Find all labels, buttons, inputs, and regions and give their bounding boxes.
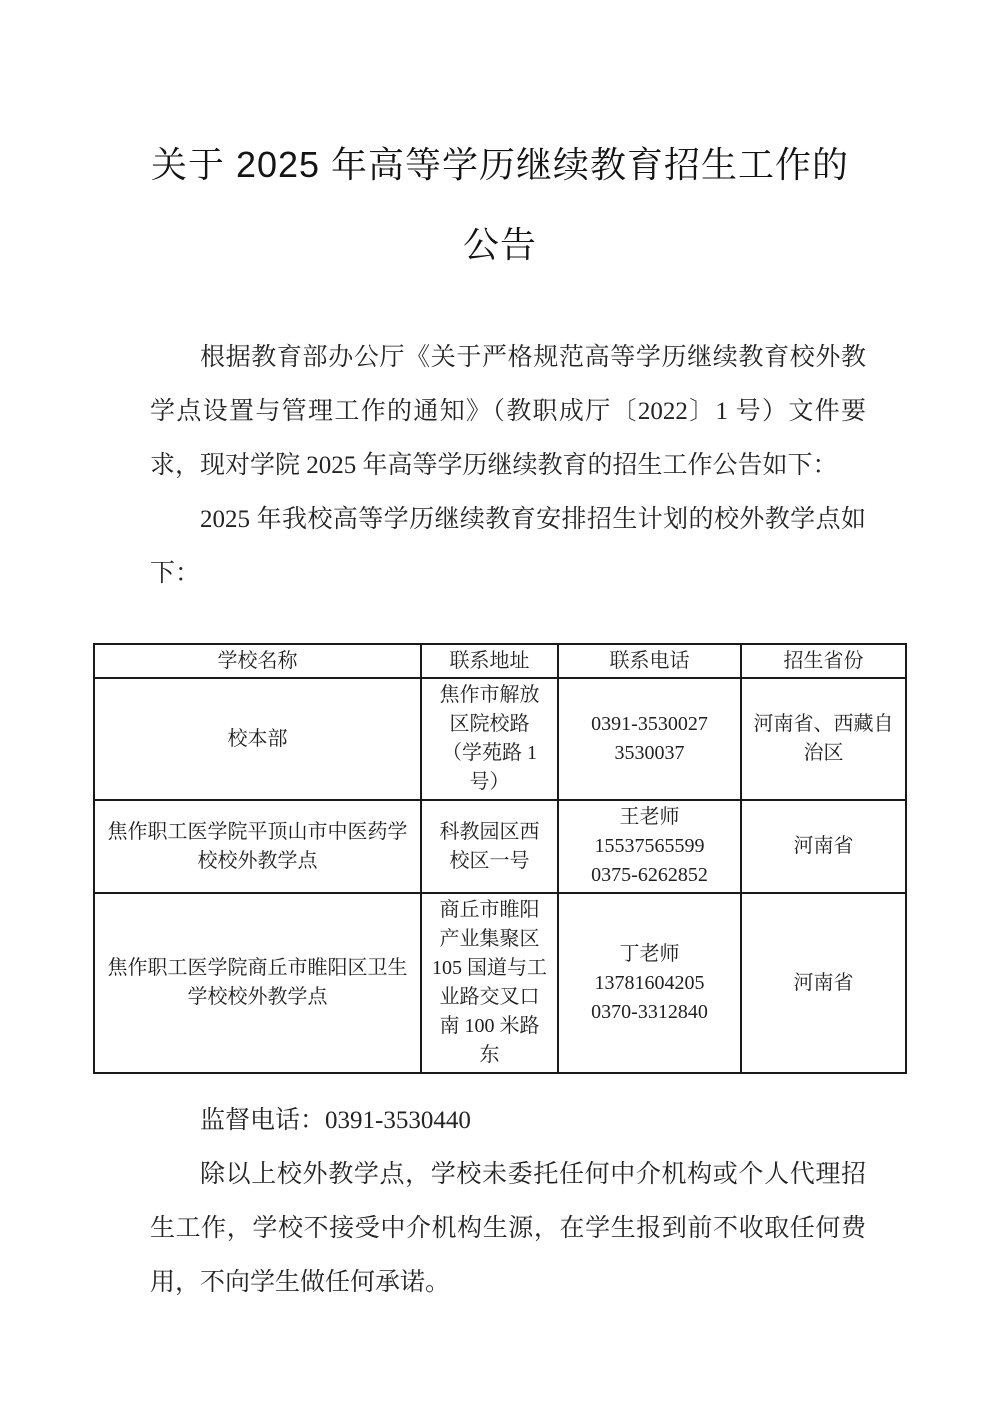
- phone-line: 王老师 15537565599: [594, 806, 705, 857]
- cell-contact-phone: [558, 893, 741, 1073]
- phone-line: 0375-6262852: [591, 864, 708, 886]
- cell-contact-address: 科教园区西校区一号: [421, 800, 558, 893]
- phone-line: 0370-3312840: [591, 1000, 708, 1023]
- table-header-row: [94, 644, 906, 678]
- page-title-line-1: 关于 2025 年高等学历继续教育招生工作的: [150, 144, 850, 185]
- cell-school-name: 焦作职工医学院商丘市睢阳区卫生学校校外教学点: [94, 893, 421, 1073]
- cell-contact-phone: [558, 800, 741, 893]
- table-row: [94, 800, 906, 893]
- header-contact-phone: 联系电话: [558, 644, 741, 678]
- cell-school-name: 焦作职工医学院平顶山市中医药学校校外教学点: [94, 800, 421, 893]
- intro-paragraph: 根据教育部办公厅《关于严格规范高等学历继续教育校外教学点设置与管理工作的通知》（教职成厅〔2022〕1 号）文件要求，现对学院 2025 年高等学历继续教育的招生工作公告如下：: [150, 344, 866, 479]
- cell-enrollment-province: 河南省: [741, 800, 906, 893]
- header-contact-address: 联系地址: [421, 644, 558, 678]
- table-row: [94, 893, 906, 1073]
- cell-contact-address: 焦作市解放区院校路（学苑路 1 号）: [421, 678, 558, 800]
- page-title: [80, 125, 920, 285]
- plan-paragraph: 2025 年我校高等学历继续教育安排招生计划的校外教学点如下：: [150, 506, 866, 587]
- cell-contact-phone: [558, 678, 741, 800]
- footer-section: [150, 1094, 866, 1310]
- phone-line: 3530037: [614, 742, 685, 764]
- page-title-line-2: 公告: [462, 224, 537, 265]
- cell-contact-address: 商丘市睢阳产业集聚区 105 国道与工业路交叉口南 100 米路东: [421, 893, 558, 1073]
- header-school-name: 学校名称: [94, 644, 421, 678]
- supervision-phone-line: 监督电话：0391-3530440: [200, 1107, 471, 1134]
- cell-school-name: 校本部: [94, 678, 421, 800]
- teaching-points-table: [93, 643, 907, 1074]
- table-row: [94, 678, 906, 800]
- cell-enrollment-province: 河南省、西藏自治区: [741, 678, 906, 800]
- intro-section: [150, 331, 866, 601]
- header-enrollment-province: 招生省份: [741, 644, 906, 678]
- phone-line: 丁老师 13781604205: [594, 942, 705, 994]
- disclaimer-paragraph: 除以上校外教学点，学校未委托任何中介机构或个人代理招生工作，学校不接受中介机构生源，在学生报到前不收取任何费用，不向学生做任何承诺。: [150, 1161, 866, 1296]
- cell-enrollment-province: 河南省: [741, 893, 906, 1073]
- phone-line: 0391-3530027: [591, 713, 708, 735]
